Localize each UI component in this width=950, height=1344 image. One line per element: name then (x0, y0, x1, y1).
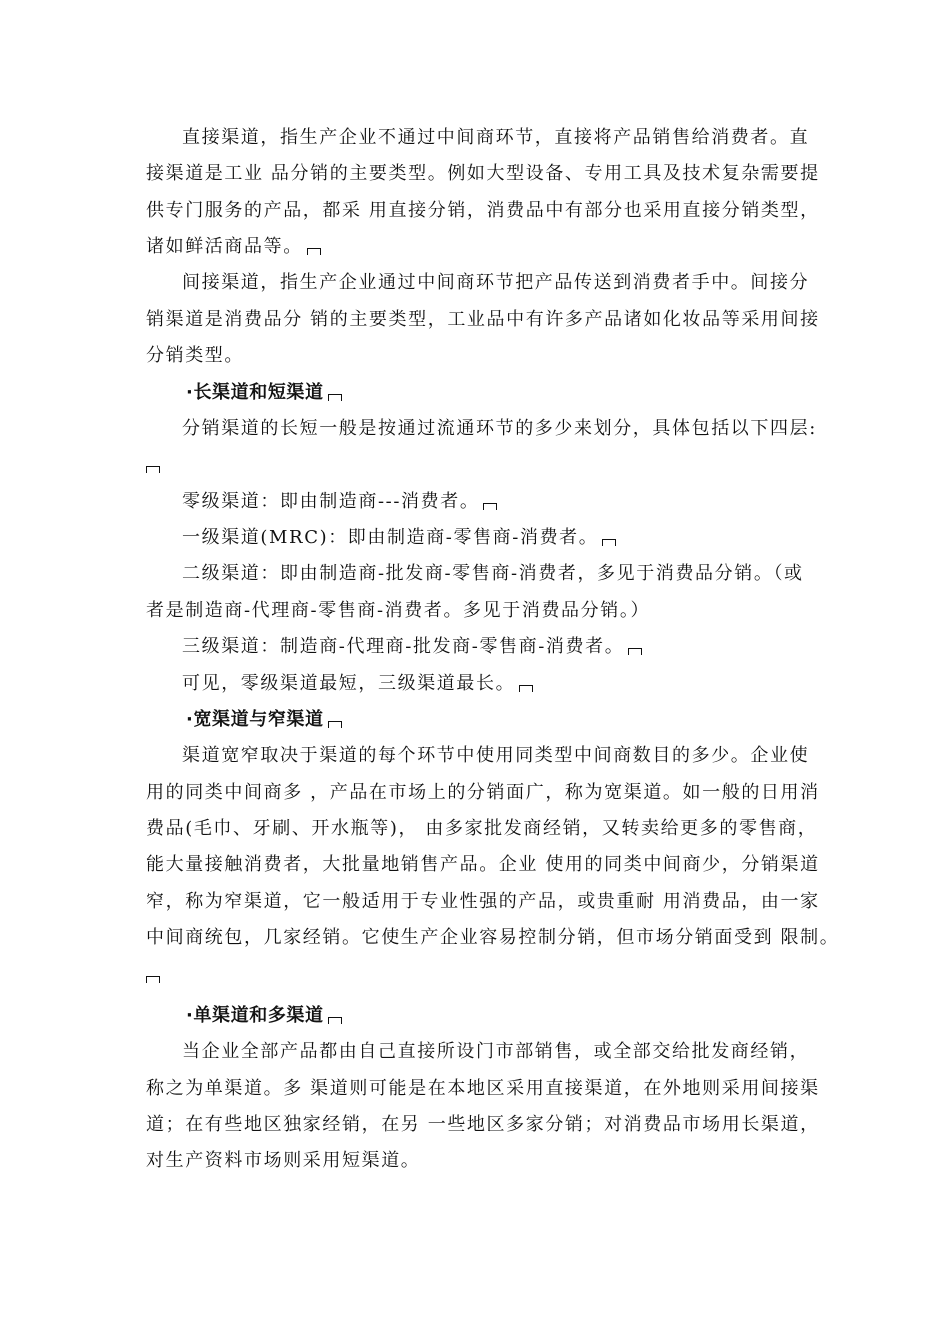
paragraph-mark-icon (328, 721, 342, 728)
paragraph-line: 者是制造商-代理商-零售商-消费者。多见于消费品分销。） (146, 600, 651, 621)
paragraph-line: 称之为单渠道。多 渠道则可能是在本地区采用直接渠道，在外地则采用间接渠 (146, 1078, 820, 1099)
paragraph-line: 零级渠道：即由制造商---消费者。 (182, 489, 497, 515)
paragraph-mark-icon (483, 503, 497, 510)
paragraph-line (146, 452, 160, 478)
paragraph-line: 二级渠道：即由制造商-批发商-零售商-消费者，多见于消费品分销。（或 (182, 563, 804, 584)
paragraph-line: 对生产资料市场则采用短渠道。 (146, 1150, 421, 1171)
paragraph-line: 直接渠道，指生产企业不通过中间商环节，直接将产品销售给消费者。直 (182, 127, 810, 148)
paragraph-mark-icon (146, 466, 160, 473)
paragraph-mark-icon (146, 976, 160, 983)
paragraph-line: 中间商统包，几家经销。它使生产企业容易控制分销，但市场分销面受到 限制。 (146, 927, 840, 948)
paragraph-mark-icon (328, 394, 342, 401)
paragraph-line: 一级渠道(MRC)：即由制造商-零售商-消费者。 (182, 525, 616, 551)
paragraph-line: 道；在有些地区独家经销，在另 一些地区多家分销；对消费品市场用长渠道， (146, 1114, 820, 1135)
section-heading: ·长渠道和短渠道 (186, 380, 342, 406)
paragraph-line: 窄，称为窄渠道，它一般适用于专业性强的产品，或贵重耐 用消费品，由一家 (146, 891, 820, 912)
paragraph-line: 诸如鲜活商品等。 (146, 234, 321, 260)
paragraph-mark-icon (628, 648, 642, 655)
paragraph-line: 销渠道是消费品分 销的主要类型，工业品中有许多产品诸如化妆品等采用间接 (146, 309, 820, 330)
paragraph-line: 分销类型。 (146, 345, 244, 366)
paragraph-line: 间接渠道，指生产企业通过中间商环节把产品传送到消费者手中。间接分 (182, 272, 810, 293)
paragraph-line: 接渠道是工业 品分销的主要类型。例如大型设备、专用工具及技术复杂需要提 (146, 163, 820, 184)
paragraph-mark-icon (519, 685, 533, 692)
paragraph-line: 用的同类中间商多 ，产品在市场上的分销面广，称为宽渠道。如一般的日用消 (146, 782, 820, 803)
paragraph-mark-icon (328, 1017, 342, 1024)
paragraph-line: 分销渠道的长短一般是按通过流通环节的多少来划分，具体包括以下四层: (182, 418, 817, 439)
paragraph-line: 三级渠道：制造商-代理商-批发商-零售商-消费者。 (182, 634, 642, 660)
paragraph-line: 渠道宽窄取决于渠道的每个环节中使用同类型中间商数目的多少。企业使 (182, 745, 810, 766)
paragraph-line: 当企业全部产品都由自己直接所设门市部销售，或全部交给批发商经销， (182, 1041, 810, 1062)
paragraph-mark-icon (602, 539, 616, 546)
section-heading: ·宽渠道与窄渠道 (186, 707, 342, 733)
paragraph-line: 能大量接触消费者，大批量地销售产品。企业 使用的同类中间商少，分销渠道 (146, 854, 820, 875)
section-heading: ·单渠道和多渠道 (186, 1003, 342, 1029)
paragraph-mark-icon (307, 248, 321, 255)
paragraph-line: 可见，零级渠道最短，三级渠道最长。 (182, 671, 533, 697)
paragraph-line: 供专门服务的产品，都采 用直接分销，消费品中有部分也采用直接分销类型， (146, 200, 820, 221)
paragraph-line: 费品(毛巾、牙刷、开水瓶等)， 由多家批发商经销，又转卖给更多的零售商， (146, 818, 818, 839)
paragraph-line (146, 962, 160, 988)
